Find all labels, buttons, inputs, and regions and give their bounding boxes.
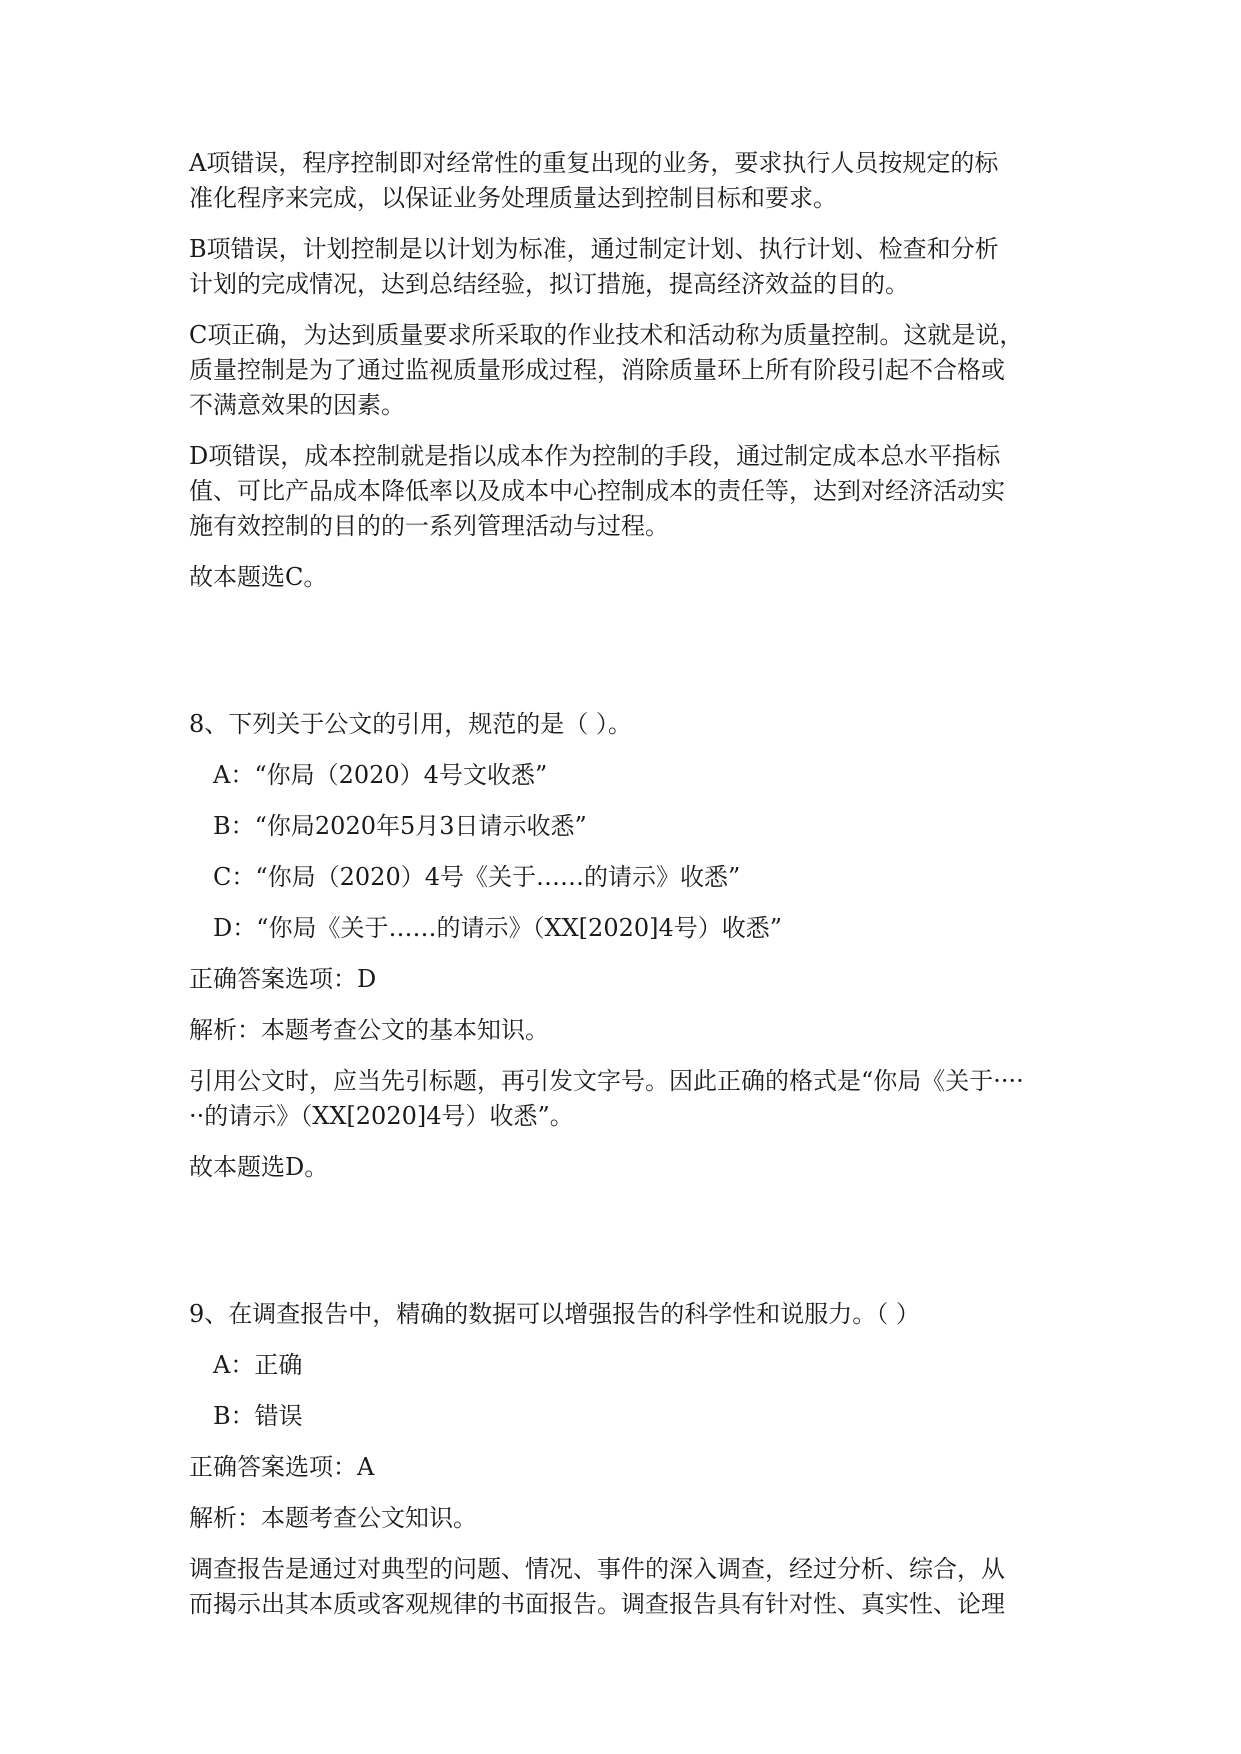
document-page [189, 146, 1053, 1638]
option-b-explanation: B项错误，计划控制是以计划为标准，通过制定计划、执行计划、检查和分析 计划的完成情况，达到总结经验，拟订措施，提高经济效益的目的。 [189, 235, 999, 298]
option-a: A：正确 [213, 1351, 303, 1379]
analysis: 解析：本题考查公文知识。 [189, 1504, 477, 1532]
question-8 [189, 707, 1053, 1185]
correct-answer: 正确答案选项：A [189, 1453, 375, 1481]
correct-answer: 正确答案选项：D [189, 965, 377, 993]
analysis: 解析：本题考查公文的基本知识。 [189, 1016, 549, 1044]
previous-explanation [189, 146, 1053, 595]
option-b: B：“你局2020年5月3日请示收悉” [213, 812, 587, 840]
question-stem: 8、下列关于公文的引用，规范的是（ ）。 [189, 710, 632, 738]
option-a-explanation: A项错误，程序控制即对经常性的重复出现的业务，要求执行人员按规定的标 准化程序来完成，以保证业务处理质量达到控制目标和要求。 [189, 149, 999, 212]
conclusion: 故本题选C。 [189, 563, 328, 591]
option-d: D：“你局《关于……的请示》（XX[2020]4号）收悉” [213, 914, 783, 942]
option-a: A：“你局（2020）4号文收悉” [213, 761, 548, 789]
option-c: C：“你局（2020）4号《关于……的请示》收悉” [213, 863, 741, 891]
option-b: B：错误 [213, 1402, 303, 1430]
question-9 [189, 1297, 1053, 1622]
conclusion: 故本题选D。 [189, 1153, 329, 1181]
explanation: 引用公文时，应当先引标题，再引发文字号。因此正确的格式是“你局《关于···· ··的请示》（XX[2020]4号）收悉”。 [189, 1067, 1024, 1130]
question-stem: 9、在调查报告中，精确的数据可以增强报告的科学性和说服力。（ ） [189, 1300, 920, 1328]
section-spacer [189, 1201, 1053, 1297]
option-c-explanation: C项正确，为达到质量要求所采取的作业技术和活动称为质量控制。这就是说， 质量控制是为了通过监视质量形成过程，消除质量环上所有阶段引起不合格或 不满意效果的因素。 [189, 321, 1024, 419]
option-d-explanation: D项错误，成本控制就是指以成本作为控制的手段，通过制定成本总水平指标 值、可比产品成本降低率以及成本中心控制成本的责任等，达到对经济活动实 施有效控制的目的的一系列管理活动与过程。 [189, 442, 1005, 540]
section-spacer [189, 611, 1053, 707]
explanation: 调查报告是通过对典型的问题、情况、事件的深入调查，经过分析、综合，从 而揭示出其本质或客观规律的书面报告。调查报告具有针对性、真实性、论理 [189, 1555, 1005, 1618]
